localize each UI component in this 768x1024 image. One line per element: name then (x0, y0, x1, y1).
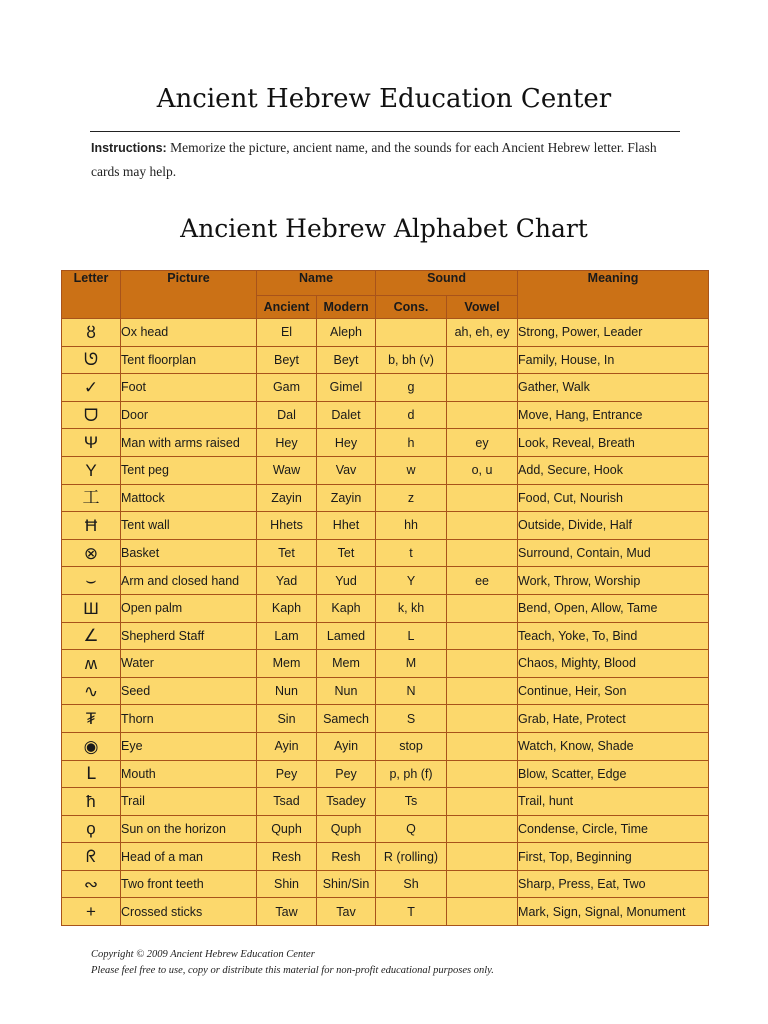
vowel-cell: ee (447, 567, 518, 595)
picture-cell: Mattock (121, 484, 257, 512)
letter-cell (62, 484, 121, 512)
title-divider (90, 131, 680, 132)
picture-cell: Arm and closed hand (121, 567, 257, 595)
ancient-name-cell: El (257, 319, 317, 347)
letter-cell (62, 650, 121, 678)
vowel-cell: o, u (447, 456, 518, 484)
picture-cell: Trail (121, 788, 257, 816)
consonant-cell: Ts (376, 788, 447, 816)
modern-name-cell: Tet (317, 539, 376, 567)
letter-glyph-icon: Ш (83, 598, 99, 618)
letter-cell (62, 677, 121, 705)
meaning-cell: First, Top, Beginning (518, 843, 709, 871)
modern-name-cell: Beyt (317, 346, 376, 374)
letter-glyph-icon: ᗜ (83, 405, 99, 425)
modern-name-cell: Mem (317, 650, 376, 678)
meaning-cell: Continue, Heir, Son (518, 677, 709, 705)
picture-cell: Tent peg (121, 456, 257, 484)
consonant-cell: T (376, 898, 447, 926)
letter-cell (62, 594, 121, 622)
vowel-cell (447, 898, 518, 926)
letter-glyph-icon: ћ (86, 791, 96, 811)
alphabet-table-body (62, 319, 709, 926)
vowel-cell (447, 512, 518, 540)
picture-cell: Tent floorplan (121, 346, 257, 374)
consonant-cell: g (376, 374, 447, 402)
table-row (62, 650, 709, 678)
letter-cell (62, 319, 121, 347)
picture-cell: Thorn (121, 705, 257, 733)
instructions-text: Memorize the picture, ancient name, and the sounds for each Ancient Hebrew letter. Flash cards may help. (91, 140, 657, 179)
letter-cell (62, 870, 121, 898)
ancient-name-cell: Shin (257, 870, 317, 898)
column-header-name: Name (257, 271, 376, 296)
footer (91, 947, 494, 979)
meaning-cell: Add, Secure, Hook (518, 456, 709, 484)
meaning-cell: Grab, Hate, Protect (518, 705, 709, 733)
table-row (62, 677, 709, 705)
meaning-cell: Outside, Divide, Half (518, 512, 709, 540)
modern-name-cell: Nun (317, 677, 376, 705)
column-header-letter: Letter (62, 271, 121, 319)
letter-glyph-icon: ᖇ (85, 847, 97, 867)
table-row (62, 843, 709, 871)
ancient-name-cell: Waw (257, 456, 317, 484)
ancient-name-cell: Nun (257, 677, 317, 705)
vowel-cell (447, 401, 518, 429)
meaning-cell: Family, House, In (518, 346, 709, 374)
picture-cell: Head of a man (121, 843, 257, 871)
vowel-cell (447, 705, 518, 733)
vowel-cell (447, 484, 518, 512)
letter-glyph-icon: ⌣ (85, 571, 97, 591)
column-header-picture: Picture (121, 271, 257, 319)
meaning-cell: Blow, Scatter, Edge (518, 760, 709, 788)
letter-glyph-icon: ∠ (83, 626, 99, 646)
table-row (62, 760, 709, 788)
ancient-name-cell: Zayin (257, 484, 317, 512)
vowel-cell: ah, eh, ey (447, 319, 518, 347)
copyright-text: Copyright © 2009 Ancient Hebrew Education Center (91, 949, 315, 960)
picture-cell: Eye (121, 732, 257, 760)
picture-cell: Crossed sticks (121, 898, 257, 926)
vowel-cell (447, 650, 518, 678)
table-row (62, 512, 709, 540)
picture-cell: Sun on the horizon (121, 815, 257, 843)
table-row (62, 429, 709, 457)
picture-cell: Tent wall (121, 512, 257, 540)
table-row (62, 898, 709, 926)
consonant-cell: N (376, 677, 447, 705)
modern-name-cell: Lamed (317, 622, 376, 650)
ancient-name-cell: Quph (257, 815, 317, 843)
consonant-cell: w (376, 456, 447, 484)
picture-cell: Basket (121, 539, 257, 567)
consonant-cell: b, bh (v) (376, 346, 447, 374)
vowel-cell (447, 594, 518, 622)
ancient-name-cell: Gam (257, 374, 317, 402)
letter-glyph-icon: ∿ (83, 681, 99, 701)
modern-name-cell: Kaph (317, 594, 376, 622)
ancient-name-cell: Dal (257, 401, 317, 429)
letter-glyph-icon: + (86, 902, 96, 922)
consonant-cell: stop (376, 732, 447, 760)
ancient-name-cell: Yad (257, 567, 317, 595)
modern-name-cell: Samech (317, 705, 376, 733)
consonant-cell: S (376, 705, 447, 733)
vowel-cell: ey (447, 429, 518, 457)
table-row (62, 484, 709, 512)
table-row (62, 567, 709, 595)
letter-cell (62, 456, 121, 484)
vowel-cell (447, 539, 518, 567)
vowel-cell (447, 870, 518, 898)
picture-cell: Water (121, 650, 257, 678)
consonant-cell: R (rolling) (376, 843, 447, 871)
table-row (62, 319, 709, 347)
letter-cell (62, 760, 121, 788)
meaning-cell: Strong, Power, Leader (518, 319, 709, 347)
column-header-modern: Modern (317, 296, 376, 319)
license-text: Please feel free to use, copy or distribute this material for non-profit educational purposes only. (91, 965, 494, 976)
modern-name-cell: Tsadey (317, 788, 376, 816)
letter-cell (62, 539, 121, 567)
meaning-cell: Work, Throw, Worship (518, 567, 709, 595)
consonant-cell: k, kh (376, 594, 447, 622)
meaning-cell: Trail, hunt (518, 788, 709, 816)
modern-name-cell: Resh (317, 843, 376, 871)
column-header-cons: Cons. (376, 296, 447, 319)
chart-title: Ancient Hebrew Alphabet Chart (180, 214, 588, 243)
vowel-cell (447, 788, 518, 816)
modern-name-cell: Hhet (317, 512, 376, 540)
letter-glyph-icon: ȣ (86, 322, 96, 342)
ancient-name-cell: Hhets (257, 512, 317, 540)
table-row (62, 622, 709, 650)
letter-cell (62, 374, 121, 402)
letter-glyph-icon: ϙ (86, 819, 96, 839)
meaning-cell: Mark, Sign, Signal, Monument (518, 898, 709, 926)
letter-cell (62, 346, 121, 374)
ancient-name-cell: Hey (257, 429, 317, 457)
consonant-cell: h (376, 429, 447, 457)
letter-cell (62, 567, 121, 595)
meaning-cell: Gather, Walk (518, 374, 709, 402)
table-row (62, 870, 709, 898)
consonant-cell: Sh (376, 870, 447, 898)
letter-glyph-icon: ᘎ (83, 350, 99, 370)
modern-name-cell: Shin/Sin (317, 870, 376, 898)
ancient-name-cell: Tet (257, 539, 317, 567)
table-row (62, 374, 709, 402)
letter-glyph-icon: Ħ (84, 515, 98, 535)
consonant-cell: Y (376, 567, 447, 595)
table-row (62, 539, 709, 567)
vowel-cell (447, 677, 518, 705)
consonant-cell (376, 319, 447, 347)
letter-glyph-icon: Y (85, 460, 97, 480)
letter-cell (62, 705, 121, 733)
consonant-cell: z (376, 484, 447, 512)
table-row (62, 456, 709, 484)
letter-glyph-icon: ✓ (83, 377, 99, 397)
consonant-cell: M (376, 650, 447, 678)
column-header-sound: Sound (376, 271, 518, 296)
modern-name-cell: Ayin (317, 732, 376, 760)
consonant-cell: p, ph (f) (376, 760, 447, 788)
ancient-name-cell: Resh (257, 843, 317, 871)
modern-name-cell: Tav (317, 898, 376, 926)
modern-name-cell: Yud (317, 567, 376, 595)
table-row (62, 401, 709, 429)
letter-glyph-icon: ⊗ (83, 543, 99, 563)
letter-glyph-icon: ᒪ (86, 764, 96, 784)
modern-name-cell: Pey (317, 760, 376, 788)
picture-cell: Open palm (121, 594, 257, 622)
consonant-cell: Q (376, 815, 447, 843)
table-row (62, 705, 709, 733)
ancient-name-cell: Tsad (257, 788, 317, 816)
modern-name-cell: Aleph (317, 319, 376, 347)
instructions-label: Instructions: (91, 141, 167, 155)
vowel-cell (447, 815, 518, 843)
letter-glyph-icon: ₮ (85, 709, 97, 729)
picture-cell: Shepherd Staff (121, 622, 257, 650)
letter-glyph-icon: Ψ (83, 433, 99, 453)
column-header-meaning: Meaning (518, 271, 709, 319)
consonant-cell: t (376, 539, 447, 567)
picture-cell: Mouth (121, 760, 257, 788)
vowel-cell (447, 622, 518, 650)
letter-cell (62, 732, 121, 760)
letter-cell (62, 512, 121, 540)
table-row (62, 815, 709, 843)
picture-cell: Seed (121, 677, 257, 705)
table-row (62, 788, 709, 816)
meaning-cell: Surround, Contain, Mud (518, 539, 709, 567)
alphabet-table (61, 270, 709, 926)
letter-cell (62, 622, 121, 650)
letter-glyph-icon: ◉ (83, 736, 99, 756)
meaning-cell: Bend, Open, Allow, Tame (518, 594, 709, 622)
vowel-cell (447, 760, 518, 788)
ancient-name-cell: Pey (257, 760, 317, 788)
letter-glyph-icon: 工 (82, 488, 100, 508)
ancient-name-cell: Beyt (257, 346, 317, 374)
instructions (91, 136, 661, 183)
consonant-cell: d (376, 401, 447, 429)
table-row (62, 732, 709, 760)
vowel-cell (447, 346, 518, 374)
column-header-vowel: Vowel (447, 296, 518, 319)
meaning-cell: Condense, Circle, Time (518, 815, 709, 843)
letter-cell (62, 788, 121, 816)
letter-cell (62, 401, 121, 429)
modern-name-cell: Quph (317, 815, 376, 843)
vowel-cell (447, 374, 518, 402)
vowel-cell (447, 843, 518, 871)
consonant-cell: hh (376, 512, 447, 540)
ancient-name-cell: Ayin (257, 732, 317, 760)
modern-name-cell: Gimel (317, 374, 376, 402)
letter-cell (62, 898, 121, 926)
picture-cell: Foot (121, 374, 257, 402)
picture-cell: Two front teeth (121, 870, 257, 898)
meaning-cell: Food, Cut, Nourish (518, 484, 709, 512)
letter-cell (62, 843, 121, 871)
meaning-cell: Sharp, Press, Eat, Two (518, 870, 709, 898)
page-title: Ancient Hebrew Education Center (156, 84, 612, 114)
meaning-cell: Teach, Yoke, To, Bind (518, 622, 709, 650)
picture-cell: Ox head (121, 319, 257, 347)
column-header-ancient: Ancient (257, 296, 317, 319)
modern-name-cell: Vav (317, 456, 376, 484)
ancient-name-cell: Sin (257, 705, 317, 733)
table-row (62, 594, 709, 622)
consonant-cell: L (376, 622, 447, 650)
ancient-name-cell: Lam (257, 622, 317, 650)
meaning-cell: Chaos, Mighty, Blood (518, 650, 709, 678)
modern-name-cell: Hey (317, 429, 376, 457)
letter-cell (62, 429, 121, 457)
picture-cell: Man with arms raised (121, 429, 257, 457)
ancient-name-cell: Taw (257, 898, 317, 926)
ancient-name-cell: Kaph (257, 594, 317, 622)
modern-name-cell: Zayin (317, 484, 376, 512)
picture-cell: Door (121, 401, 257, 429)
vowel-cell (447, 732, 518, 760)
meaning-cell: Watch, Know, Shade (518, 732, 709, 760)
table-row (62, 346, 709, 374)
modern-name-cell: Dalet (317, 401, 376, 429)
letter-glyph-icon: ʍ (84, 653, 98, 673)
meaning-cell: Look, Reveal, Breath (518, 429, 709, 457)
letter-glyph-icon: ∾ (83, 874, 99, 894)
ancient-name-cell: Mem (257, 650, 317, 678)
letter-cell (62, 815, 121, 843)
meaning-cell: Move, Hang, Entrance (518, 401, 709, 429)
